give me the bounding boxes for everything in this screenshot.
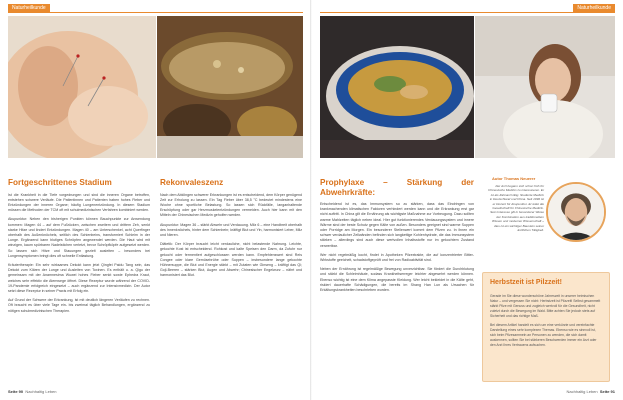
paragraph: Akupunktur: Magen 36 – stärkt Abwehr und Verdauung. Milz 6 – eine Handbreit oberhalb des Innenknöchels, hinter dem Schienbein; kräftigt Blut und Yin, harmonisiert Leber, Milz und Nieren. xyxy=(160,222,302,237)
author-photo xyxy=(546,182,606,242)
paragraph: Entscheidend ist es, das Immunsystem so zu stärken, dass das Eindringen von krankmachenden klimatischen Faktoren verhindert werden kann und die Erkrankung erst gar nicht auftritt. In China gilt die Ernährung als wichtigste Maßnahme zur Vorbeugung. Dazu sollten warme Mahlzeiten täglich neben ideal. Hier gut funktionierendes Verdauungssystem und innere Wärme sind der beste Schutz gegen Kälte von außen. Besonders geeignet sind warme Suppen oder Porridge am Morgen. Ein besonderer Stellenwert kommt dem Pilzen zu. In ihnen ein schwer verdaulicher Zellwänden befinden sich langkettige Kohlenhydrate, die das Immunsystem stärken – allerdings sind auch diese wertvollen Inhaltsstoffe nur im gekochtem Zustand verwertbar. xyxy=(320,202,474,248)
header-rule xyxy=(320,12,615,13)
page-footer xyxy=(567,389,616,394)
photo-herbs xyxy=(157,16,303,158)
author-bio: Der Arzt begann sich schon früh für Chinesische Medizin zu interessieren. Er ist als Zahnarzt tätig. Studierte Medizin in Deutschland und China. Seit 1996 ist er Dozent für Akupunktur. Er leitet die Gesellschaft für Chinesische Medizin. Sein Interesse gilt in besonderer Weise der Kombination aus traditionellem Wissen und moderner Wissenschaft – dies ist ein wichtiger Baustein seiner ärztlichen Tätigkeit. xyxy=(488,184,544,233)
paragraph: Gerade im Sie diese wunderschöne Jahreszeit in unserer heimischen Natur – und vergessen Sie nicht: Herbstzeit ist Pilzzeit! Selbst gesammelt stärkt Pilze mit Genuss und zugleich wertvoll für die Gesundheit, nicht zuletzt durch die Bewegung im Wald. Bitte achten Sie jedoch stets auf Sicherheit und das richtige Maß. xyxy=(490,294,601,318)
author-name: Autor Thomas Neuerer xyxy=(492,176,536,181)
section-heading: Rekonvaleszenz xyxy=(160,178,224,187)
paragraph: Kräutertherapie: Ein sehr wirksames Dekokt kann jetzt Qingfei Paidu Tang sein, das Dekokt zum Klären der Lunge und Ausleiten von Toxinen. Es enthält u. a. Qigu der gemeinsam mit der Anamnesima Wuwei hohes Fieber senkt sowie Ephedra Kraut, welches sehr effektiv die Atemwege öffnet. Diese Rezeptur wurde während der COVID-19-Pandemie erfolgreich eingesetzt – auch ergänzend zur Intensivmedizin. Der Autor setzt diese Rezeptur in seiner Praxis mit Erfolg ein. xyxy=(8,262,150,293)
section-tab: Naturheilkunde xyxy=(573,4,615,13)
article-column-1 xyxy=(8,178,150,318)
photo-soup xyxy=(320,16,474,158)
tip-title: Herbstzeit ist Pilzzeit! xyxy=(490,279,562,286)
section-tab: Naturheilkunde xyxy=(8,4,50,13)
header-rule xyxy=(8,12,303,13)
photo-woman-tea xyxy=(475,16,615,158)
right-page xyxy=(312,0,623,400)
page-number: Seite 90 xyxy=(8,389,24,394)
paragraph: Auf Grund der Schwere der Erkrankung, ist mit deutlich längeren Verläufen zu rechnen. Oft braucht es über viele Tage ein- bis zweimal täglich Behandlungen, ergänzend zu nötigen schulmedizinischen Therapien. xyxy=(8,298,150,313)
photo-acupuncture xyxy=(8,16,156,158)
left-page xyxy=(0,0,311,400)
magazine-name: Nachhaltig Leben xyxy=(25,389,57,394)
paragraph: Ist die Krankheit in die Tiefe vorgedrungen und sind die inneren Organe betroffen, entstehen schwere Verläufe. Die Patientinnen und Patienten haben hohes Fieber und Entzündungen der inneren Organe; häufig Lungenentzündung. In diesem Stadium müssen die Methoden der TCM oft mit schulmedizinischen Verfahren kombiniert werden. xyxy=(8,192,150,213)
paragraph: Wer nicht regelmäßig kocht, findet in Apotheken Pilzextrakte, die auf konzentrierter Bitter-Wirkstoffe geeichelt, schadstoffgeprüft und frei von Radioaktivität sind. xyxy=(320,252,474,263)
paragraph: Bei diesem Artikel handelt es sich um eine verkürzte und vereinfachte Darstellung eines sehr komplexen Themas. Ebenso wie es sinnvoll ist, sich beim Pilzesammeln an Personen zu wenden, die sich damit auskennen, sollten Sie bei stärkeren Beschwerden immer ein Arzt oder den Arzt Ihres Vertrauens aufsuchen. xyxy=(490,323,597,347)
paragraph: Nach dem Abklingen schwerer Erkrankungen ist es entscheidend, dem Körper genügend Zeit zur Erholung zu lassen. Ein Tag Fieber über 38,5 °C bedeutet mindestens eine Woche ohne sportliche Belastung. So lassen sich Rückfälle, langanhaltende Erschöpfung oder gar Herzmuskelentzündungen vermeiden. Auch hier kann mit den Mitteln der Chinesischen Medizin geholfen werden. xyxy=(160,192,302,218)
section-heading: Prophylaxe – Stärkung der Abwehrkräfte: xyxy=(320,178,474,197)
page-number: Seite 91 xyxy=(599,389,615,394)
page-footer xyxy=(8,389,57,394)
paragraph: Neben der Ernährung ist regelmäßige Bewegung unverzichtbar. Sie fördert die Durchblutung und stärkt die Schleimhäute, sodass Krankheitserreger leichter abgewehrt werden können. Ebenso wichtig ist eine dem Klima angepasste Kleidung. Wer leicht bekleidet in die Kälte geht, riskiert dauerhafte Schädigungen, die bereits im Shang Han Lun als Ursachen für Erkältungskrankheiten beschrieben wurden. xyxy=(320,267,474,293)
tip-box xyxy=(482,272,610,382)
section-heading: Fortgeschrittenes Stadium xyxy=(8,178,112,187)
paragraph: Diätetik: Der Körper braucht leicht verdauliche, nicht belastende Nahrung. Leichte, gekochte Kost ist entscheidend. Rohkost und kalte Speisen den Darm, da Zufuhr nur gekocht oder fermentiert aufgeschlossen werden kann. Empfehlenswert sind Reis Congee oder klare Gemüsebrühe oder Suppen – insbesondere lange gekochte Hühnersuppe, die Blut und Energie stärkt – mit Zutaten wie Ginseng – kräftigt das Qi; Goji-Beeren – stärken Blut, Augen und Abwehr; Chinesischer Engelwurz – nährt und harmonisiert das Blut. xyxy=(160,242,302,278)
paragraph: Akupunktur: Neben den bisherigen Punkten können Bauchpunkte zur Anwendung kommen: Magen 44 – auf dem Fußrücken, zwischen zweitem und drittem Zeh, senkt starke Hitze und lindert Entzündungen. Magen 40 – am Unterschenkel, acht Querfinger oberhalb des Außenknöchels, seitlich des Schienbeins, transformiert Schleim in der Lunge. Ergänzend kann blutiges Schröpfen angewendet werden. Die Haut wird mit winzigen, kaum spürbaren Nadelstichen verletzt, bevor Schröpfköpfe aufgesetzt werden. So lassen sich Hitze und Stauungen gezielt ausleiten – besonders bei Lungensymptomen bringt dies oft schnelle Entlastung. xyxy=(8,217,150,258)
article-column-3 xyxy=(320,178,474,297)
author-box xyxy=(482,172,610,274)
tip-text xyxy=(490,294,602,348)
article-column-2 xyxy=(160,178,302,283)
magazine-name: Nachhaltig Leben xyxy=(566,389,598,394)
